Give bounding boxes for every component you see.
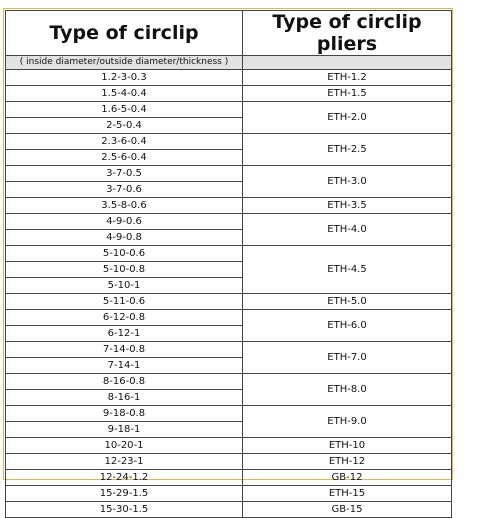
- circlip-size-cell: 3.5-8-0.6: [6, 198, 243, 214]
- circlip-size-cell: 15-29-1.5: [6, 486, 243, 502]
- table-row: [6, 486, 452, 502]
- circlip-table: [5, 10, 452, 518]
- table-row: [6, 438, 452, 454]
- circlip-size-cell: 15-30-1.5: [6, 502, 243, 518]
- plier-type-cell: ETH-5.0: [243, 294, 452, 310]
- circlip-size-cell: 10-20-1: [6, 438, 243, 454]
- circlip-size-cell: 6-12-1: [6, 326, 243, 342]
- plier-type-cell: ETH-4.5: [243, 246, 452, 294]
- plier-type-cell: ETH-6.0: [243, 310, 452, 342]
- plier-type-cell: ETH-10: [243, 438, 452, 454]
- circlip-size-cell: 9-18-0.8: [6, 406, 243, 422]
- subheader-dimension-note: ( inside diameter/outside diameter/thickness ): [6, 56, 243, 70]
- circlip-size-cell: 1.5-4-0.4: [6, 86, 243, 102]
- circlip-size-cell: 2.3-6-0.4: [6, 134, 243, 150]
- circlip-size-cell: 5-10-0.8: [6, 262, 243, 278]
- plier-type-cell: GB-15: [243, 502, 452, 518]
- plier-type-cell: ETH-4.0: [243, 214, 452, 246]
- table-row: [6, 470, 452, 486]
- circlip-size-cell: 1.2-3-0.3: [6, 70, 243, 86]
- table-row: [6, 454, 452, 470]
- plier-type-cell: ETH-1.5: [243, 86, 452, 102]
- plier-type-cell: ETH-7.0: [243, 342, 452, 374]
- circlip-size-cell: 5-10-0.6: [6, 246, 243, 262]
- circlip-size-cell: 3-7-0.5: [6, 166, 243, 182]
- circlip-size-cell: 3-7-0.6: [6, 182, 243, 198]
- header-row: [6, 11, 452, 56]
- table-row: [6, 502, 452, 518]
- plier-type-cell: ETH-15: [243, 486, 452, 502]
- table-body: [6, 70, 452, 518]
- plier-type-cell: ETH-3.0: [243, 166, 452, 198]
- table-row: [6, 70, 452, 86]
- circlip-size-cell: 7-14-1: [6, 358, 243, 374]
- header-circlip-type: Type of circlip: [6, 11, 243, 56]
- circlip-size-cell: 8-16-0.8: [6, 374, 243, 390]
- circlip-size-cell: 2-5-0.4: [6, 118, 243, 134]
- table-row: [6, 166, 452, 182]
- table-row: [6, 198, 452, 214]
- plier-type-cell: ETH-2.5: [243, 134, 452, 166]
- table-row: [6, 374, 452, 390]
- plier-type-cell: ETH-1.2: [243, 70, 452, 86]
- table-row: [6, 294, 452, 310]
- circlip-size-cell: 6-12-0.8: [6, 310, 243, 326]
- circlip-size-cell: 12-24-1.2: [6, 470, 243, 486]
- plier-type-cell: ETH-9.0: [243, 406, 452, 438]
- circlip-size-cell: 8-16-1: [6, 390, 243, 406]
- circlip-size-cell: 12-23-1: [6, 454, 243, 470]
- circlip-size-cell: 4-9-0.6: [6, 214, 243, 230]
- table-row: [6, 310, 452, 326]
- circlip-size-cell: 4-9-0.8: [6, 230, 243, 246]
- circlip-size-cell: 1.6-5-0.4: [6, 102, 243, 118]
- table-row: [6, 102, 452, 118]
- circlip-size-cell: 2.5-6-0.4: [6, 150, 243, 166]
- subheader-row: [6, 56, 452, 70]
- table-row: [6, 134, 452, 150]
- table-row: [6, 246, 452, 262]
- table-row: [6, 406, 452, 422]
- subheader-empty-cell: [243, 56, 452, 70]
- circlip-size-cell: 7-14-0.8: [6, 342, 243, 358]
- header-plier-type: Type of circlip pliers: [243, 11, 452, 56]
- table-row: [6, 86, 452, 102]
- plier-type-cell: ETH-3.5: [243, 198, 452, 214]
- table-row: [6, 342, 452, 358]
- circlip-size-cell: 5-10-1: [6, 278, 243, 294]
- table-row: [6, 214, 452, 230]
- circlip-size-cell: 9-18-1: [6, 422, 243, 438]
- plier-type-cell: ETH-2.0: [243, 102, 452, 134]
- plier-type-cell: ETH-12: [243, 454, 452, 470]
- plier-type-cell: ETH-8.0: [243, 374, 452, 406]
- plier-type-cell: GB-12: [243, 470, 452, 486]
- circlip-size-cell: 5-11-0.6: [6, 294, 243, 310]
